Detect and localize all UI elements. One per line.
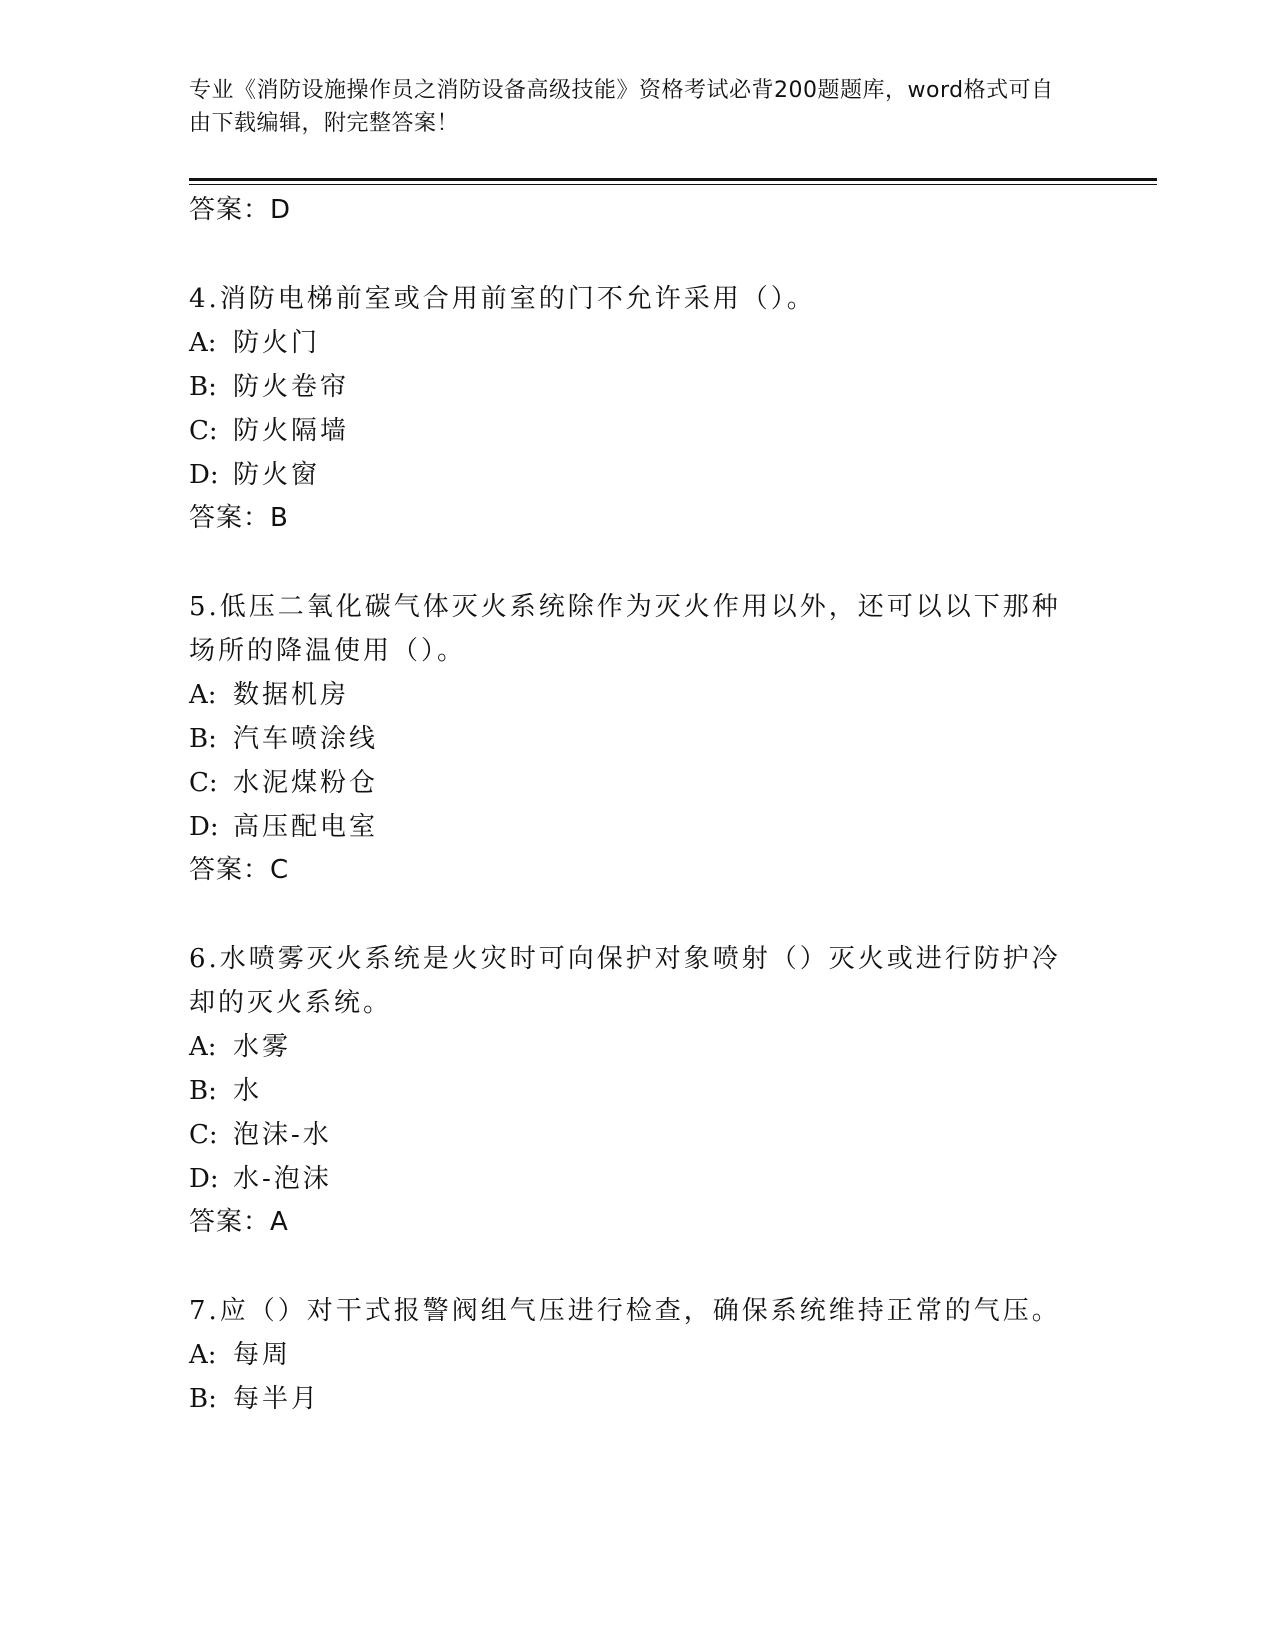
option-text: 防火隔墙 [233,416,350,446]
question-5-stem-line-1: 5.低压二氧化碳气体灭火系统除作为灭火作用以外，还可以以下那种 [189,592,1061,622]
question-7-option-b [189,1383,320,1415]
option-text: 汽车喷涂线 [233,724,379,754]
question-5-option-b [189,723,378,755]
option-text: 防火门 [233,328,321,358]
question-6-option-a [189,1031,291,1063]
option-text: 水泥煤粉仓 [233,768,379,798]
option-letter: B: [189,1384,217,1414]
option-text: 水-泡沫 [233,1164,332,1194]
option-letter: C: [189,768,218,798]
option-text: 泡沫-水 [233,1120,332,1150]
answer-q3: 答案：D [189,195,292,225]
header-rule-thin [189,184,1157,185]
option-letter: D: [189,812,219,842]
option-letter: B: [189,724,217,754]
question-6-option-c [189,1119,332,1151]
question-5-option-c [189,767,378,799]
question-7-option-a [189,1339,291,1371]
option-letter: A: [189,328,217,358]
question-7-stem: 7.应（）对干式报警阀组气压进行检查，确保系统维持正常的气压。 [189,1296,1061,1326]
option-text: 数据机房 [233,680,350,710]
option-text: 水 [233,1076,263,1106]
option-letter: B: [189,1076,217,1106]
document-header: 专业《消防设施操作员之消防设备高级技能》资格考试必背200题题库，word格式可自由下载编辑，附完整答案！ [189,78,1054,136]
question-6-option-d [189,1163,332,1195]
question-4-option-b [189,371,349,403]
option-letter: D: [189,460,219,490]
option-letter: C: [189,416,218,446]
question-6-option-b [189,1075,262,1107]
option-letter: D: [189,1164,219,1194]
option-letter: A: [189,1032,217,1062]
option-letter: C: [189,1120,218,1150]
question-4-option-a [189,327,320,359]
question-5-stem-line-2: 场所的降温使用（）。 [189,636,467,666]
question-6-answer: 答案：A [189,1207,289,1237]
question-5-option-d [189,811,378,843]
question-4-option-c [189,415,349,447]
question-4-answer: 答案：B [189,503,289,533]
option-text: 水雾 [233,1032,292,1062]
question-6-stem-line-1: 6.水喷雾灭火系统是火灾时可向保护对象喷射（）灭火或进行防护冷 [189,944,1061,974]
question-5-option-a [189,679,349,711]
question-6-stem-line-2: 却的灭火系统。 [189,988,393,1018]
question-4-stem: 4.消防电梯前室或合用前室的门不允许采用（）。 [189,284,816,314]
question-5-answer: 答案：C [189,855,290,885]
option-letter: A: [189,1340,217,1370]
option-text: 高压配电室 [233,812,379,842]
header-rule-thick [189,178,1157,181]
option-letter: B: [189,372,217,402]
option-text: 防火卷帘 [233,372,350,402]
option-text: 每周 [233,1340,292,1370]
option-text: 每半月 [233,1384,321,1414]
option-text: 防火窗 [233,460,321,490]
question-4-option-d [189,459,320,491]
option-letter: A: [189,680,217,710]
